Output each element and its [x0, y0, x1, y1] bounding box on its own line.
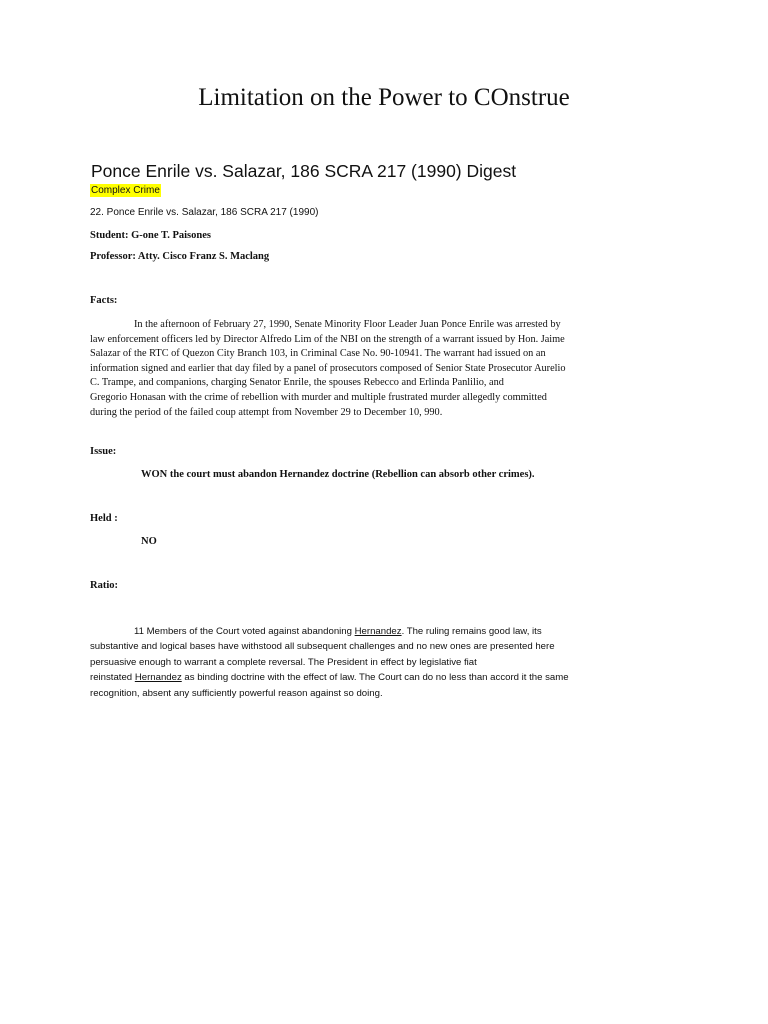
ratio-line: persuasive enough to warrant a complete reversal. The President in effect by legislative fiat	[90, 656, 477, 668]
facts-line: Salazar of the RTC of Quezon City Branch 103, in Criminal Case No. 90-10941. The warrant had issued on an	[90, 348, 546, 360]
facts-paragraph	[90, 318, 678, 420]
facts-line: during the period of the failed coup attempt from November 29 to December 10, 990.	[90, 406, 443, 418]
student-line: Student: G-one T. Paisones	[90, 230, 211, 241]
case-link-hernandez[interactable]: Hernandez	[134, 672, 182, 684]
ratio-line: 11 Members of the Court voted against abandoning Hernandez. The ruling remains good law, its	[134, 626, 542, 637]
held-answer: NO	[141, 536, 157, 547]
professor-line: Professor: Atty. Cisco Franz S. Maclang	[90, 251, 270, 262]
issue-label: Issue:	[90, 446, 117, 457]
highlighted-tag: Complex Crime	[91, 185, 160, 196]
held-label: Held :	[90, 513, 118, 524]
ratio-paragraph	[90, 624, 680, 701]
ratio-line: substantive and logical bases have withstood all subsequent challenges and no new ones are presented here	[90, 641, 555, 653]
case-heading: Ponce Enrile vs. Salazar, 186 SCRA 217 (1990) Digest	[91, 161, 517, 181]
facts-line: Gregorio Honasan with the crime of rebellion with murder and multiple frustrated murder allegedly committed	[90, 391, 547, 403]
case-reference: 22. Ponce Enrile vs. Salazar, 186 SCRA 217 (1990)	[90, 207, 319, 218]
issue-text: WON the court must abandon Hernandez doctrine (Rebellion can absorb other crimes).	[141, 469, 535, 480]
ratio-line: reinstated Hernandez as binding doctrine with the effect of law. The Court can do no less than accord it the same	[90, 672, 569, 684]
facts-line: information signed and earlier that day filed by a panel of prosecutors composed of Senior State Prosecutor Aurelio	[90, 362, 566, 374]
case-link-hernandez[interactable]: Hernandez	[354, 626, 402, 637]
facts-line: law enforcement officers led by Director Alfredo Lim of the NBI on the strength of a warrant issued by Hon. Jaime	[90, 333, 565, 345]
ratio-label: Ratio:	[90, 580, 118, 591]
facts-line: In the afternoon of February 27, 1990, Senate Minority Floor Leader Juan Ponce Enrile was arrested by	[134, 319, 561, 330]
ratio-line: recognition, absent any sufficiently powerful reason against so doing.	[90, 687, 383, 699]
document-title: Limitation on the Power to COnstrue	[198, 84, 570, 111]
facts-label: Facts:	[90, 295, 118, 306]
facts-line: C. Trampe, and companions, charging Senator Enrile, the spouses Rebecco and Erlinda Panlilio, and	[90, 377, 504, 389]
